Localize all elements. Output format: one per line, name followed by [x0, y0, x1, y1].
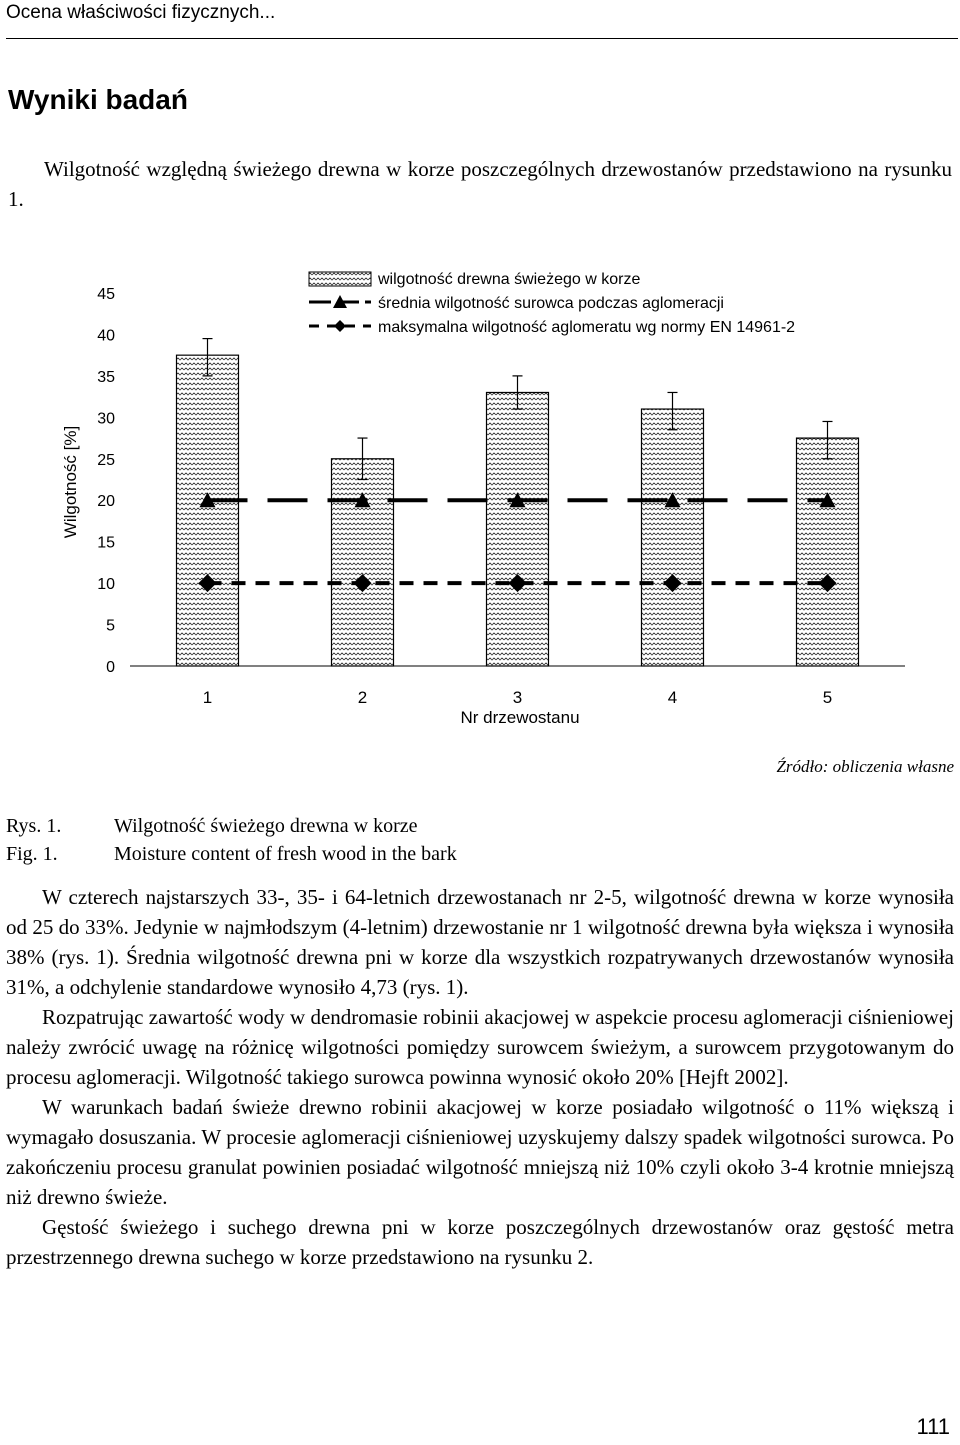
caption-en [6, 843, 457, 866]
x-tick-label: 4 [667, 688, 678, 707]
y-axis-label: Wilgotność [%] [61, 425, 80, 539]
legend-label-max: maksymalna wilgotność aglomeratu wg normy EN 14961-2 [378, 319, 796, 336]
paragraph: W czterech najstarszych 33-, 35- i 64-letnich drzewostanach nr 2-5, wilgotność drewna w korze wynosiła od 25 do 33%. Jedynie w najmłodszym (4-letnim) drzewostanie nr 1 wilgotność drewna była większa i wynosiła 38% (rys. 1). Średnia wilgotność drewna pni w korze dla wszystkich rozpatrywanych drzewostanów wynosiła 31%, a odchylenie standardowe wynosiło 4,73 (rys. 1). [6, 885, 954, 999]
y-tick-label: 40 [97, 327, 115, 345]
x-tick-label: 5 [822, 688, 833, 707]
x-tick-label: 2 [357, 688, 368, 707]
y-tick-label: 5 [106, 617, 115, 635]
caption-en-text: Moisture content of fresh wood in the bark [114, 843, 457, 865]
caption-en-label: Fig. 1. [6, 843, 58, 865]
legend-swatch-bar [309, 272, 371, 286]
y-tick-label: 0 [106, 659, 115, 676]
bar [642, 409, 704, 666]
x-tick-labels [203, 688, 832, 707]
paragraph: Rozpatrując zawartość wody w dendromasie robinii akacjowej w aspekcie procesu aglomeracji ciśnieniowej należy zwrócić uwagę na różnicę wilgotności pomiędzy surowcem świeżym, a surowcem przygotowanym do procesu aglomeracji. Wilgotność takiego surowca powinna wynosić około 20% [Hejft 2002]. [6, 1005, 954, 1089]
legend-diamond-marker [334, 320, 346, 332]
legend-label-mean: średnia wilgotność surowca podczas aglomeracji [378, 295, 724, 312]
x-tick-label: 3 [512, 688, 523, 707]
intro-paragraph: Wilgotność względną świeżego drewna w korze poszczególnych drzewostanów przedstawiono na rysunku 1. [8, 157, 952, 211]
y-tick-label: 45 [97, 286, 115, 303]
body-text [6, 882, 954, 1272]
legend-label-bar: wilgotność drewna świeżego w korze [378, 271, 641, 288]
page-number: 111 [916, 1414, 950, 1439]
y-tick-label: 20 [97, 493, 115, 511]
header-rule [6, 38, 958, 39]
y-tick-label: 15 [97, 534, 115, 552]
y-tick-label: 25 [97, 451, 115, 469]
bar [487, 392, 549, 666]
moisture-chart [0, 262, 960, 732]
y-tick-labels [97, 286, 115, 676]
bar [332, 459, 394, 666]
caption-pl-label: Rys. 1. [6, 815, 62, 837]
x-tick-label: 1 [202, 688, 213, 707]
caption-pl [6, 815, 418, 838]
y-tick-label: 30 [97, 410, 115, 428]
legend [309, 271, 795, 336]
bar [177, 355, 239, 666]
y-tick-label: 10 [97, 576, 115, 594]
x-axis-label: Nr drzewostanu [460, 708, 580, 727]
caption-pl-text: Wilgotność świeżego drewna w korze [114, 815, 418, 837]
paragraph: W warunkach badań świeże drewno robinii akacjowej w korze posiadało wilgotność o 11% większą i wymagało dosuszania. W procesie aglomeracji ciśnieniowej uzyskujemy dalszy spadek wilgotności surowca. Po zakończeniu procesu granulat powinien posiadać wilgotność mniejszą niż 10% czyli około 3-4 krotnie mniejszą niż drewno świeże. [6, 1095, 954, 1209]
running-title: Ocena właściwości fizycznych... [6, 2, 276, 23]
plot-area [130, 339, 905, 666]
bar [797, 438, 859, 666]
figure-source: Źródło: obliczenia własne [776, 757, 954, 776]
section-title: Wyniki badań [8, 84, 188, 115]
y-tick-label: 35 [97, 368, 115, 386]
paragraph: Gęstość świeżego i suchego drewna pni w korze poszczególnych drzewostanów oraz gęstość metra przestrzennego drewna suchego w korze przedstawiono na rysunku 2. [6, 1215, 954, 1269]
